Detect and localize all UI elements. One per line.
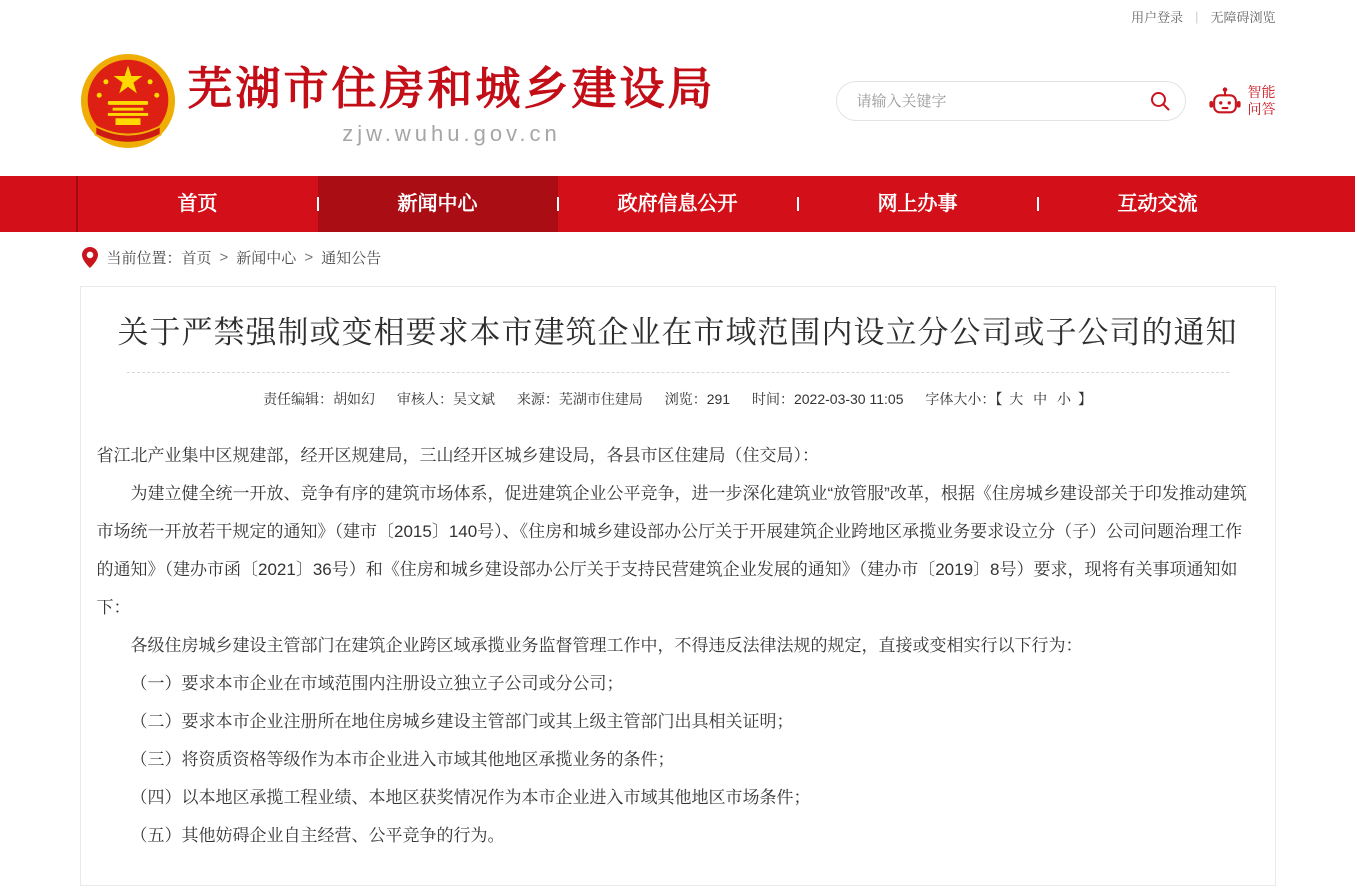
search-box — [836, 81, 1186, 121]
article-body — [81, 409, 1275, 885]
search-button[interactable] — [1149, 90, 1171, 112]
article-meta — [81, 373, 1275, 409]
font-size-small-button[interactable]: 小 — [1057, 391, 1072, 407]
breadcrumb-news-center[interactable]: 新闻中心 — [236, 250, 297, 267]
smart-qa-label: 智能 问答 — [1247, 83, 1276, 117]
meta-source: 来源：芜湖市住建局 — [516, 391, 643, 407]
smart-qa-entry[interactable] — [1208, 84, 1276, 119]
article-paragraph: 省江北产业集中区规建部，经开区规建局，三山经开区城乡建设局，各县市区住建局（住交局）： — [96, 446, 819, 465]
user-login-link[interactable]: 用户登录 — [1131, 9, 1184, 25]
nav-item-news-center[interactable]: 新闻中心 — [318, 176, 558, 232]
main-nav — [0, 176, 1355, 232]
breadcrumb-separator: > — [219, 249, 229, 266]
location-pin-icon — [82, 247, 98, 268]
accessibility-link[interactable]: 无障碍浏览 — [1210, 9, 1276, 25]
breadcrumb-home[interactable]: 首页 — [181, 250, 212, 267]
article-list-item: （四）以本地区承揽工程业绩、本地区获奖情况作为本市企业进入市域其他地区市场条件； — [130, 788, 811, 807]
breadcrumb-label: 当前位置： — [106, 250, 182, 267]
article-list-item: （三）将资质资格等级作为本市企业进入市域其他地区承揽业务的条件； — [130, 750, 675, 769]
font-size-medium-button[interactable]: 中 — [1033, 391, 1048, 407]
main-nav-inner — [78, 176, 1278, 232]
top-utility-bar — [80, 0, 1276, 26]
header-right — [836, 81, 1276, 121]
nav-item-gov-info[interactable]: 政府信息公开 — [558, 176, 798, 232]
article-paragraph: 各级住房城乡建设主管部门在建筑企业跨区域承揽业务监督管理工作中，不得违反法律法规的规定，直接或变相实行以下行为： — [130, 636, 1083, 655]
article-paragraph: 为建立健全统一开放、竞争有序的建筑市场体系，促进建筑企业公平竞争，进一步深化建筑业“放管服”改革，根据《住房城乡建设部关于印发推动建筑市场统一开放若干规定的通知》（建市〔2015〕140号）、《住房和城乡建设部办公厅关于开展建筑企业跨地区承揽业务要求设立分（子）公司问题治理工作的通知》（建办市函〔2021〕36号）和《住房和城乡建设部办公厅关于支持民营建筑企业发展的通知》（建办市〔2019〕8号）要求，现将有关事项通知如下： — [96, 484, 1247, 617]
robot-icon — [1208, 85, 1242, 117]
site-url: zjw.wuhu.gov.cn — [342, 120, 561, 146]
site-header — [80, 26, 1276, 176]
article-list-item: （一）要求本市企业在市域范围内注册设立独立子公司或分公司； — [130, 674, 624, 693]
nav-item-interaction[interactable]: 互动交流 — [1038, 176, 1278, 232]
breadcrumb — [80, 232, 1276, 280]
meta-fontsize: 字体大小：【 大 中 小 】 — [925, 391, 1092, 407]
article-list-item: （二）要求本市企业注册所在地住房城乡建设主管部门或其上级主管部门出具相关证明； — [130, 712, 794, 731]
search-icon — [1149, 90, 1171, 112]
brand-text — [188, 53, 716, 147]
site-title: 芜湖市住房和城乡建设局 — [187, 63, 716, 114]
search-input[interactable] — [857, 93, 1149, 110]
top-bar-divider: | — [1195, 8, 1199, 24]
meta-views: 浏览：291 — [664, 391, 731, 407]
meta-time: 时间：2022-03-30 11:05 — [751, 391, 904, 407]
nav-item-home[interactable]: 首页 — [177, 193, 218, 215]
article-title: 关于严禁强制或变相要求本市建筑企业在市域范围内设立分公司或子公司的通知 — [117, 315, 1238, 350]
national-emblem-logo — [80, 53, 176, 149]
article-container — [80, 286, 1276, 886]
breadcrumb-notices[interactable]: 通知公告 — [321, 250, 382, 267]
site-brand[interactable] — [80, 53, 716, 149]
meta-editor: 责任编辑：胡如幻 — [263, 391, 376, 407]
meta-reviewer: 审核人：吴文斌 — [396, 391, 495, 407]
nav-item-online-services[interactable]: 网上办事 — [798, 176, 1038, 232]
article-list-item: （五）其他妨碍企业自主经营、公平竞争的行为。 — [130, 826, 505, 845]
breadcrumb-separator: > — [304, 249, 314, 266]
font-size-large-button[interactable]: 大 — [1009, 391, 1024, 407]
